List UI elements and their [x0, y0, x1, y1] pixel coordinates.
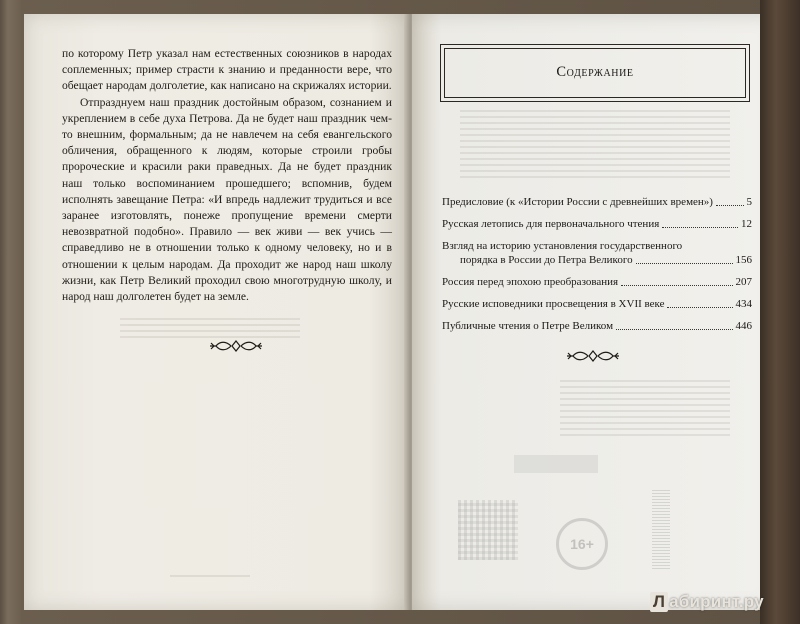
toc-entry-page: 156 — [735, 254, 752, 266]
toc-leader — [716, 205, 744, 206]
toc-leader — [616, 329, 732, 330]
watermark — [650, 592, 764, 612]
toc-entry — [442, 195, 752, 209]
toc-entry — [442, 217, 752, 231]
paragraph: Отпразднуем наш праздник достойным образом, сознанием и укреплением в себе духа Петрова. Да не будет наш праздник чем-то внешним, формальным; да не навлечем на себя евангельского обличения, обращенного к людям, которые строили гробы пророческие и красили раки праведных. Да не будет праздник наш только воспоминанием прошедшего; вспомнив, будем исполнять завещание Петра: «И впредь надлежит трудиться и все заранее изготовлять, понеже пропущение времени смерти невозвратной подобно». Правило — век живи — век учись — справедливо не в отношении только к одному человеку, но и в отношении к целым народам. Да проходит же народ наш школу жизни, как Петр Великий проходил свою многотрудную школу, и народ наш долголетен будет на земле. — [62, 95, 392, 304]
toc-entry-title: Россия перед эпохою преобразования — [442, 276, 619, 288]
toc-entry-title-cont: порядка в России до Петра Великого — [460, 254, 633, 266]
watermark-logo: Л — [650, 592, 668, 612]
toc-entry — [442, 275, 752, 289]
bleed-through — [458, 500, 518, 560]
paragraph: по которому Петр указал нам естественных союзников в народах соплеменных; пример страсти к знанию и преданности вере, что обещает народам долголетие, как написано на скрижалях истории. — [62, 47, 392, 93]
toc-entry — [442, 319, 752, 333]
toc-entry — [442, 239, 752, 267]
ornament-icon — [208, 339, 264, 353]
age-rating-mark — [556, 518, 608, 570]
bleed-through — [120, 318, 300, 340]
age-rating-text: 16+ — [570, 536, 594, 552]
bleed-through — [560, 380, 730, 440]
ornament-icon — [565, 349, 621, 363]
contents-title-frame — [440, 44, 750, 102]
toc-entry-title: Русская летопись для первоначального чтения — [442, 218, 660, 230]
bleed-through — [652, 490, 670, 570]
bleed-through — [170, 575, 250, 581]
page-title: Содержание — [556, 64, 634, 80]
watermark-text: абиринт.ру — [669, 592, 764, 611]
toc-leader — [662, 227, 738, 228]
toc-entry-page: 12 — [741, 218, 752, 230]
toc-leader — [621, 285, 732, 286]
toc-entry-page: 434 — [735, 298, 752, 310]
toc-entry-page: 446 — [735, 320, 752, 332]
toc-entry-title: Русские исповедники просвещения в XVII веке — [442, 298, 665, 310]
toc-leader — [667, 307, 732, 308]
bleed-through — [460, 110, 730, 180]
toc-entry-title: Публичные чтения о Петре Великом — [442, 320, 614, 332]
toc-entry-title: Взгляд на историю установления государственного — [442, 240, 683, 252]
book-cover-edge — [760, 0, 800, 624]
toc-entry — [442, 297, 752, 311]
toc-leader — [636, 263, 733, 264]
toc-entry-page: 5 — [746, 196, 752, 208]
toc-entry-title: Предисловие (к «Истории России с древнейших времен») — [442, 196, 713, 208]
bleed-through — [514, 455, 598, 473]
toc-entry-page: 207 — [735, 276, 752, 288]
body-text — [62, 46, 392, 305]
table-of-contents — [442, 195, 752, 333]
